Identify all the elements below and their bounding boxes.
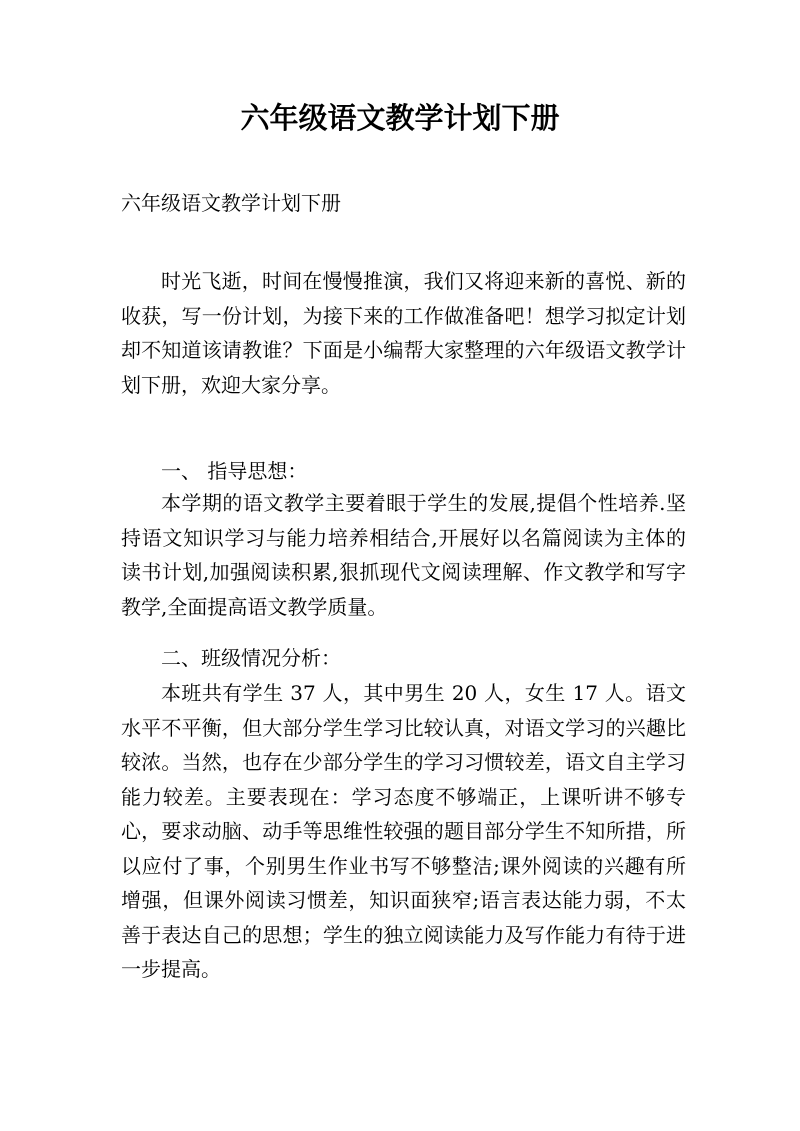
section-heading-class-analysis: 二、班级情况分析： — [161, 646, 341, 670]
document-title: 六年级语文教学计划下册 — [240, 101, 560, 135]
section-body-guiding-thought: 本学期的语文教学主要着眼于学生的发展,提倡个性培养.坚持语文知识学习与能力培养相结合,开展好以名篇阅读为主体的读书计划,加强阅读积累,狠抓现代文阅读理解、作文教学和写字教学,全面提高语文教学质量。 — [121, 491, 686, 619]
intro-paragraph: 时光飞逝，时间在慢慢推演，我们又将迎来新的喜悦、新的收获，写一份计划，为接下来的工作做准备吧！想学习拟定计划却不知道该请教谁？下面是小编帮大家整理的六年级语文教学计划下册，欢迎大家分享。 — [121, 269, 686, 397]
section-body-class-analysis: 本班共有学生 37 人，其中男生 20 人，女生 17 人。语文水平不平衡，但大部分学生学习比较认真，对语文学习的兴趣比较浓。当然，也存在少部分学生的学习习惯较差，语文自主学习能力较差。主要表现在：学习态度不够端正，上课听讲不够专心，要求动脑、动手等思维性较强的题目部分学生不知所措，所以应付了事，个别男生作业书写不够整洁;课外阅读的兴趣有所增强，但课外阅读习惯差，知识面狭窄;语言表达能力弱，不太善于表达自己的思想；学生的独立阅读能力及写作能力有待于进一步提高。 — [121, 681, 686, 981]
document-subtitle: 六年级语文教学计划下册 — [121, 191, 341, 215]
section-heading-guiding-thought: 一、 指导思想： — [161, 459, 308, 483]
